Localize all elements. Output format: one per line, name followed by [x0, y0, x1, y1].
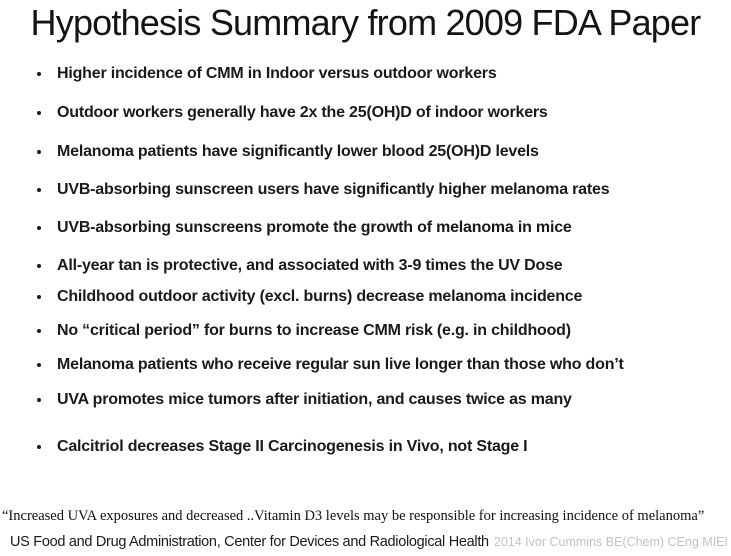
page-title: Hypothesis Summary from 2009 FDA Paper [30, 2, 701, 43]
bullet-text: UVA promotes mice tumors after initiation, and causes twice as many [57, 391, 572, 408]
list-item [37, 355, 725, 375]
list-item [37, 142, 725, 162]
bullet-icon [37, 363, 41, 367]
list-item [37, 321, 725, 341]
list-item [37, 180, 725, 200]
bullet-icon [37, 329, 41, 333]
bullet-text: UVB-absorbing sunscreens promote the growth of melanoma in mice [57, 219, 572, 236]
footer-credit: 2014 Ivor Cummins BE(Chem) CEng MIEI [493, 535, 728, 549]
bullet-icon [37, 445, 41, 449]
footer-row [10, 532, 728, 552]
bullet-text: Higher incidence of CMM in Indoor versus outdoor workers [57, 65, 497, 82]
bullet-icon [37, 188, 41, 192]
footer-quote: “Increased UVA exposures and decreased ..Vitamin D3 levels may be responsible for increasing incidence of melanoma” [2, 508, 705, 524]
bullet-list [37, 64, 725, 475]
bullet-text: Outdoor workers generally have 2x the 25(OH)D of indoor workers [57, 104, 548, 121]
bullet-icon [37, 111, 41, 115]
list-item [37, 287, 725, 307]
bullet-icon [37, 398, 41, 402]
bullet-icon [37, 72, 41, 76]
bullet-icon [37, 295, 41, 299]
bullet-icon [37, 150, 41, 154]
list-item [37, 103, 725, 123]
bullet-text: Melanoma patients have significantly lower blood 25(OH)D levels [57, 143, 539, 160]
list-item [37, 218, 725, 238]
bullet-text: UVB-absorbing sunscreen users have significantly higher melanoma rates [57, 181, 610, 198]
list-item [37, 437, 725, 457]
bullet-icon [37, 264, 41, 268]
list-item [37, 64, 725, 84]
bullet-text: Childhood outdoor activity (excl. burns) decrease melanoma incidence [57, 288, 583, 305]
footer-source: US Food and Drug Administration, Center for Devices and Radiological Health [10, 534, 489, 550]
list-item [37, 390, 725, 410]
bullet-icon [37, 226, 41, 230]
bullet-text: No “critical period” for burns to increase CMM risk (e.g. in childhood) [57, 322, 571, 339]
list-item [37, 256, 725, 276]
bullet-text: Calcitriol decreases Stage II Carcinogenesis in Vivo, not Stage I [57, 438, 528, 455]
bullet-text: All-year tan is protective, and associated with 3-9 times the UV Dose [57, 257, 563, 274]
bullet-text: Melanoma patients who receive regular sun live longer than those who don’t [57, 356, 624, 373]
